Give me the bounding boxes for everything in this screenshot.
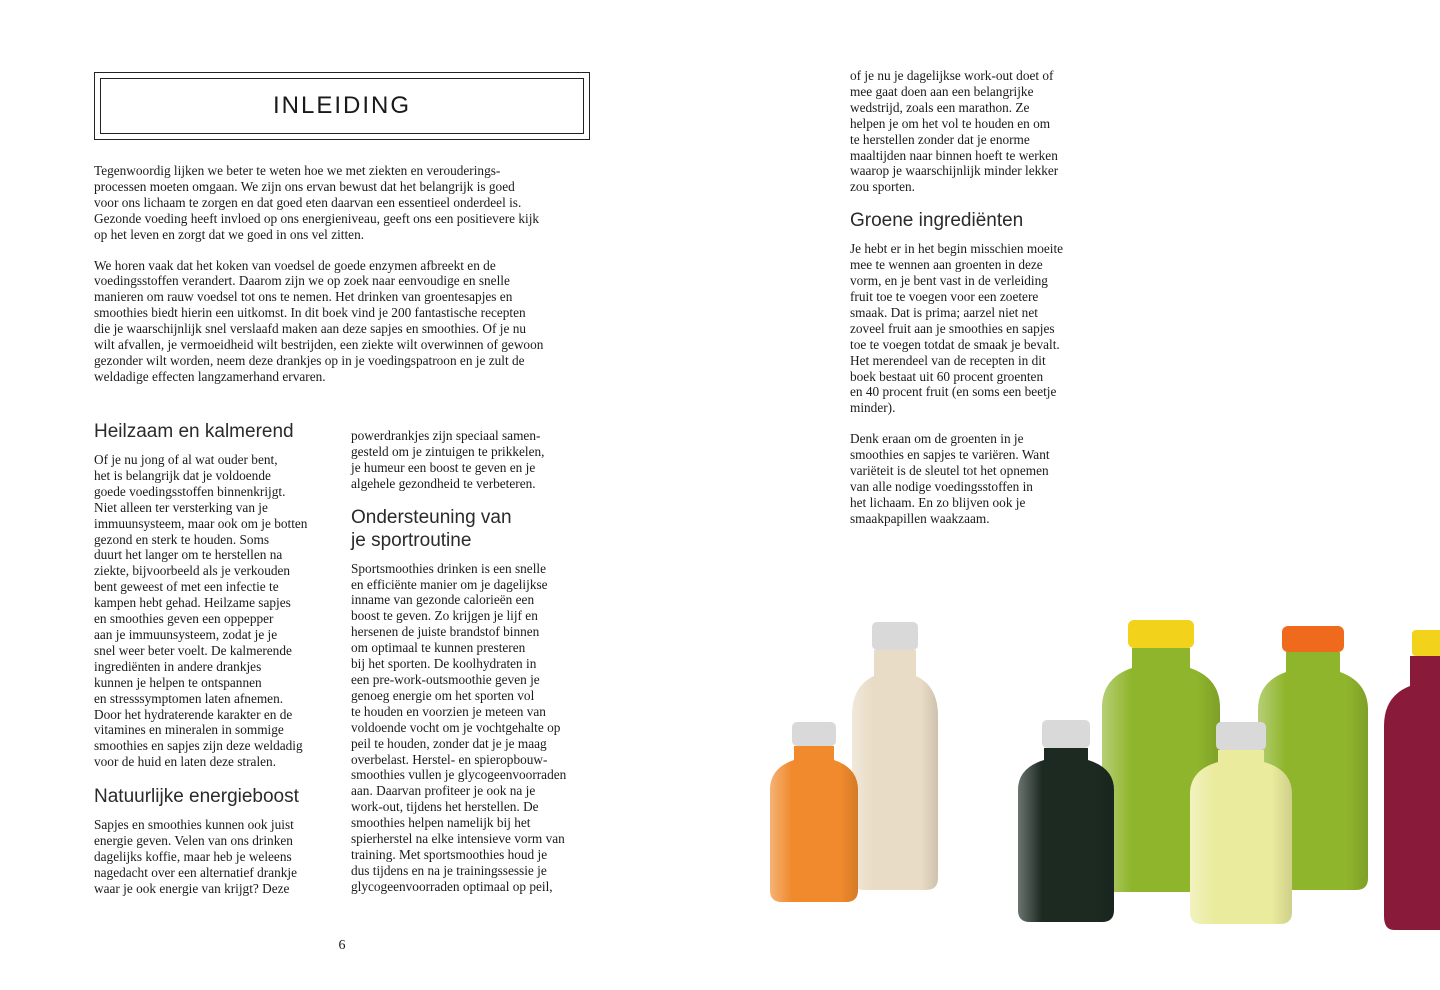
column-3 <box>850 68 1095 542</box>
heading-energieboost: Natuurlijke energieboost <box>94 786 299 808</box>
intro-paragraph-2: We horen vaak dat het koken van voedsel de goede enzymen afbreekt en de voedingsstoffen verandert. Daarom zijn we op zoek naar eenvoudige en snelle manieren om rauw voedsel tot ons te nemen. Het drinken van groentesapjes en smoothies biedt hierin een uitkomst. In dit boek vind je 200 fantastische recepten die je waarschijnlijk snel verslaafd maken aan deze sapjes en smoothies. Of je nu wilt afvallen, je vermoeidheid wilt bestrijden, een ziekte wilt overwinnen of gewoon gezonder wilt worden, neem deze drankjes op in je voedingspatroon en je zult de weldadige effecten langzamerhand ervaren. <box>94 257 544 384</box>
paragraph-powerdrankjes: powerdrankjes zijn speciaal samen- gesteld om je zintuigen te prikkelen, je humeur een boost te geven en je algehele gezondheid te verbeteren. <box>351 428 545 491</box>
intro-section <box>94 163 594 400</box>
juice-bottles-photo <box>760 600 1440 990</box>
paragraph-energieboost: Sapjes en smoothies kunnen ook juist energie geven. Velen van ons drinken dagelijks koffie, maar heb je weleens nagedacht over een alternatief drankje waar je ook energie van krijgt? Deze <box>94 817 298 896</box>
heading-groene-ingredienten: Groene ingrediënten <box>850 210 1024 232</box>
heading-heilzaam: Heilzaam en kalmerend <box>94 421 294 442</box>
cream-bottle <box>852 622 938 890</box>
column-2 <box>351 428 596 910</box>
title-box-inner <box>100 78 584 134</box>
dark-green-bottle <box>1018 720 1114 922</box>
paragraph-groene-2: Denk eraan om de groenten in je smoothies en sapjes te variëren. Want variëteit is de sleutel tot het opnemen van alle nodige voedingsstoffen in het lichaam. En zo blijven ook je smaakpapillen waakzaam. <box>850 431 1050 526</box>
title-box <box>94 72 590 140</box>
paragraph-workout: of je nu je dagelijkse work-out doet of mee gaat doen aan een belangrijke wedstrijd, zoals een marathon. Ze helpen je om het vol te houden en om te herstellen zonder dat je enorme maaltijden naar binnen hoeft te werken waarop je waarschijnlijk minder lekker zou sporten. <box>850 68 1059 195</box>
paragraph-groene-1: Je hebt er in het begin misschien moeite mee te wennen aan groenten in deze vorm, en je bent vast in de verleiding fruit toe te voegen voor een zoetere smaak. Dat is prima; aarzel niet net zoveel fruit aan je smoothies en sapjes toe te voegen totdat de smaak je bevalt. Het merendeel van de recepten in dit boek bestaat uit 60 procent groenten en 40 procent fruit (en soms een beetje minder). <box>850 241 1064 416</box>
beet-bottle <box>1384 630 1440 930</box>
paragraph-heilzaam: Of je nu jong of al wat ouder bent, het is belangrijk dat je voldoende goede voedingsstoffen binnenkrijgt. Niet alleen ter versterking van je immuunsysteem, maar ook om je botten gezond en sterk te houden. Soms duurt het langer om te herstellen na ziekte, bijvoorbeeld als je verkouden bent geweest of met een infectie te kampen hebt gehad. Heilzame sapjes en smoothies geven een oppepper aan je immuunsysteem, zodat je je snel weer beter voelt. De kalmerende ingrediënten in andere drankjes kunnen je helpen te ontspannen en stresssymptomen laten afnemen. Door het hydraterende karakter en de vitamines en mineralen in sommige smoothies en sapjes zijn deze weldadig voor de huid en laten deze stralen. <box>94 452 308 770</box>
heading-sportroutine: Ondersteuning van je sportroutine <box>351 506 512 551</box>
paragraph-sportroutine: Sportsmoothies drinken is een snelle en efficiënte manier om je dagelijkse inname van gezonde calorieën een boost te geven. Zo krijgen je lijf en hersenen de juiste brandstof binnen om optimaal te kunnen presteren bij het sporten. De koolhydraten in een pre-work-outsmoothie geven je genoeg energie om het sporten vol te houden en voorzien je meteen van voldoende vocht om je vochtgehalte op peil te houden, zonder dat je je maag overbelast. Herstel- en spieropbouw- smoothies vullen je glycogeenvoorraden aan. Daarvan profiteer je ook na je work-out, tijdens het herstellen. De smoothies helpen namelijk bij het spierherstel na elke intensieve vorm van training. Met sportsmoothies houd je dus tijdens en na je trainingssessie je glycogeenvoorraden optimaal op peil, <box>351 560 567 894</box>
column-1 <box>94 420 339 912</box>
page-title: INLEIDING <box>272 92 412 119</box>
intro-paragraph-1: Tegenwoordig lijken we beter te weten hoe we met ziekten en verouderings- processen moeten omgaan. We zijn ons ervan bewust dat het belangrijk is goed voor ons lichaam te zorgen en dat goed eten daarvan een essentieel onderdeel is. Gezonde voeding heeft invloed op ons energieniveau, geeft ons een positievere kijk op het leven en zorgt dat we goed in ons vel zitten. <box>94 163 540 242</box>
page-number: 6 <box>338 938 346 953</box>
orange-bottle <box>770 722 858 902</box>
